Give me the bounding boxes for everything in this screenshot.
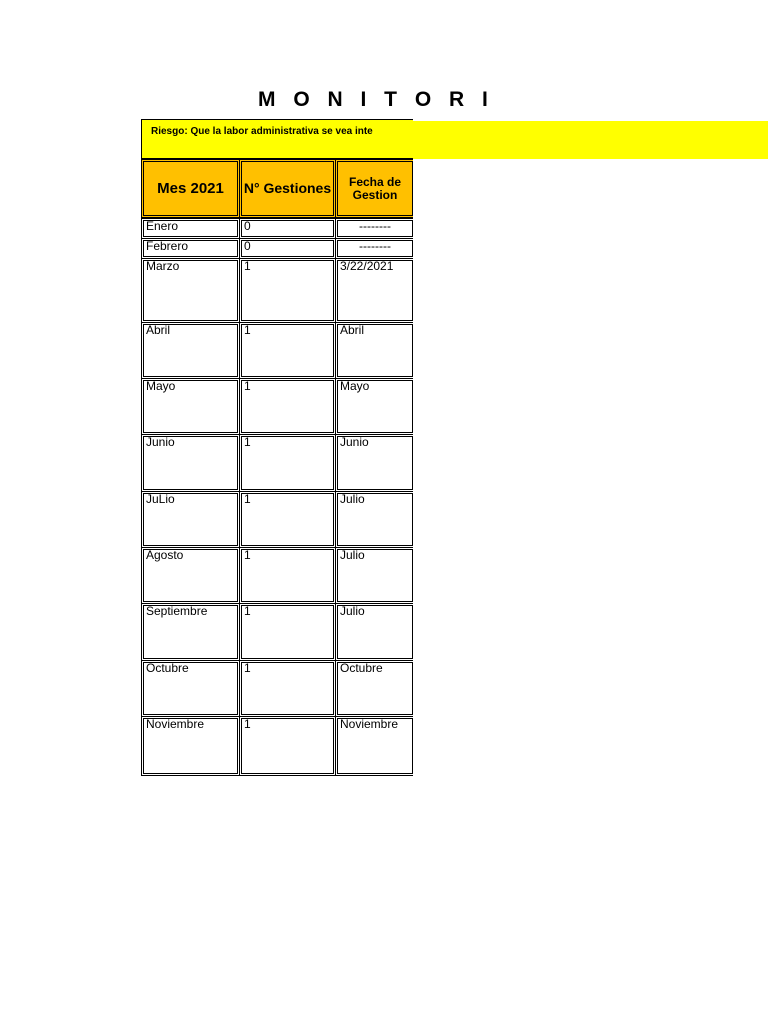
cell-text: Octubre (340, 661, 383, 675)
cell-gestiones (239, 322, 336, 379)
cell-text: Julio (340, 492, 365, 506)
cell-text: 1 (244, 323, 251, 337)
cell-text: 1 (244, 435, 251, 449)
cell-text: -------- (359, 239, 391, 253)
cell-mes (141, 547, 240, 604)
cell-gestiones (239, 238, 336, 259)
cell-text: Noviembre (146, 717, 205, 731)
cell-text: Octubre (146, 661, 189, 675)
cell-gestiones (239, 218, 336, 239)
risk-statement: Riesgo: Que la labor administrativa se vea inte (151, 126, 373, 137)
cell-fecha (335, 322, 413, 379)
risk-statement-box (141, 119, 413, 159)
cell-mes (141, 258, 240, 323)
cell-text: Mayo (146, 379, 176, 393)
cell-mes (141, 603, 240, 661)
cell-fecha (335, 378, 413, 435)
header-gestiones (239, 159, 336, 218)
cell-text: 1 (244, 259, 251, 273)
cell-fecha (335, 218, 413, 239)
cell-text: 1 (244, 604, 251, 618)
cell-mes (141, 434, 240, 492)
cell-gestiones (239, 434, 336, 492)
cell-fecha (335, 660, 413, 717)
cell-text: Abril (340, 323, 365, 337)
cell-gestiones (239, 378, 336, 435)
cell-gestiones (239, 547, 336, 604)
cell-gestiones (239, 258, 336, 323)
cell-mes (141, 491, 240, 548)
cell-text: Julio (340, 604, 365, 618)
cell-text: Agosto (146, 548, 184, 562)
header-mes-label: Mes 2021 (157, 180, 224, 197)
cell-text: Noviembre (340, 717, 399, 731)
cell-gestiones (239, 716, 336, 776)
cell-text: Junio (146, 435, 175, 449)
cell-text: 0 (244, 219, 251, 233)
cell-mes (141, 378, 240, 435)
cell-gestiones (239, 660, 336, 717)
cell-fecha (335, 547, 413, 604)
page-title: M O N I T O R I (258, 88, 494, 111)
cell-fecha (335, 716, 413, 776)
cell-text: 0 (244, 239, 251, 253)
cell-gestiones (239, 603, 336, 661)
cell-fecha (335, 603, 413, 661)
cell-text: 1 (244, 661, 251, 675)
header-mes (141, 159, 240, 218)
cell-text: 1 (244, 548, 251, 562)
monitoring-table (141, 119, 413, 776)
cell-text: Abril (146, 323, 171, 337)
cell-text: Julio (340, 548, 365, 562)
cell-fecha (335, 434, 413, 492)
cell-text: 3/22/2021 (340, 259, 394, 273)
cell-text: JuLio (146, 492, 175, 506)
cell-mes (141, 716, 240, 776)
cell-mes (141, 322, 240, 379)
cell-text: Enero (146, 219, 179, 233)
header-fecha (335, 159, 413, 218)
cell-mes (141, 218, 240, 239)
cell-mes (141, 660, 240, 717)
cell-fecha (335, 258, 413, 323)
risk-highlight-band (412, 121, 768, 159)
header-fecha-label: Fecha de Gestion (348, 174, 402, 202)
cell-text: Febrero (146, 239, 189, 253)
cell-text: 1 (244, 717, 251, 731)
cell-text: Mayo (340, 379, 370, 393)
cell-mes (141, 238, 240, 259)
cell-text: Marzo (146, 259, 180, 273)
cell-text: -------- (359, 219, 391, 233)
cell-fecha (335, 238, 413, 259)
header-gestiones-label: N° Gestiones (243, 180, 332, 196)
cell-gestiones (239, 491, 336, 548)
cell-fecha (335, 491, 413, 548)
cell-text: 1 (244, 379, 251, 393)
cell-text: Junio (340, 435, 369, 449)
cell-text: 1 (244, 492, 251, 506)
cell-text: Septiembre (146, 604, 208, 618)
